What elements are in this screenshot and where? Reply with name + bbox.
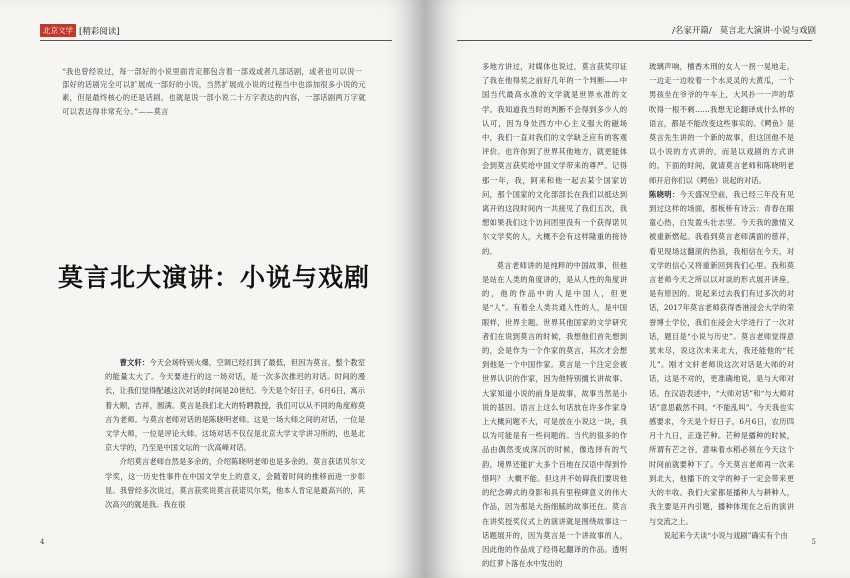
paragraph-text: 莫言老师讲的是纯粹的中国故事，但他是站在人类的角度讲的，是从人性的角度讲的，他的作品中的人是中国人，但更是“人”。有着全人类共通人性的人，是中国眼样，世界主题。世界其他国家的文学研究者们在说到莫言的时候，我想他们首先想到的，会是作为一个作家的莫言，其次才会想到他是一个中国作家。莫言是一个注定会被世界认识的作家，因为他特别擅长讲故事。大家知道小说的前身是故事，故事当然是小说的基因。语言上这么句话放在许多作家身上大概问题不大，可是放在小说这一块，我以为可能是有一些问题的。当代的很多的作品由偶然变成深沉的时候，像选择有的气韵，境界还能扩大多个百地在汉语中得到怜惜吗？ 大概不能。但这并不妨碍我们要说他的纪念碑式的身影和具有里程碑意义的伟大作品，因为那是大指细腻的故事还在。莫言在讲奖授奖仪式上的演讲就是围绕故事这一话题展开的，因为莫言是一个讲故事的人，因此他的作品成了经得起翻译的作品。透明的红萝卜落在水中发出的: [482, 260, 627, 569]
paragraph-text: 今天会场特别火爆，空调已经打到了最低，但因为莫言，整个教室的能量太大了。今天要进行的这一场对话，是一次多次推迟的对话。时间的漫长，让我们觉得配越这次对话的时间是20世纪。今天是个好日子，6月6日，寓示着大顺，吉祥，圆满。莫言是我们北大的特聘教授，我们可以从不同的角度称莫言为老师。与莫言老师对话的是陈晓明老师。这是一场大师之间的对话，一位是文学大师，一位是评论大师。这场对话不仅仅是北京大学文学讲习所的，也是北京大学的，乃至是中国文坛的一次高峰对话。: [105, 358, 365, 453]
section-label: /名家开篇/: [672, 26, 712, 36]
page-number: 4: [40, 538, 45, 546]
body-paragraph: [105, 356, 365, 455]
article-title: 莫言北大演讲：小说与戏剧: [58, 263, 371, 292]
right-body-column-1: [482, 60, 627, 569]
running-title: 莫言北大演讲·小说与戏剧: [719, 26, 816, 36]
left-running-header: [40, 24, 120, 37]
page-number: 5: [811, 538, 816, 546]
body-paragraph: [649, 60, 794, 188]
body-paragraph: [649, 529, 794, 543]
header-rule: [40, 40, 392, 41]
left-body-column: [105, 356, 365, 546]
speaker-name: 曹文轩：: [119, 358, 150, 367]
right-page: [425, 0, 850, 578]
paragraph-text: 玻璃声响，檀香木刑的女人一拐一晃地走，一边走一边咬着一个水灵灵的大黄瓜，一个男孩坐在爷爷的牛车上，大风扑一一声的草吹得一根不剩……我想无论翻译成什么样的语言，都是不能改变这些事实的。《鳄鱼》是莫言先生讲的一个新的故事，但这回他不是以小说的方式讲的，而是以戏剧的方式讲的。下面的时间，就请莫言老师和陈晓明老师开启你们以《鳄鱼》说起的对话。: [649, 62, 794, 185]
body-paragraph: [482, 259, 627, 571]
magazine-brand-logo: 北京文学: [40, 24, 76, 37]
paragraph-text: 说起来今天谈“小说与戏剧”确实有个由: [663, 530, 788, 540]
section-label: [精彩阅读]: [79, 26, 120, 37]
paragraph-text: 今天盛况空前，我已经三年没有见到过这样的场面，那板桥有诗云：青春在眼童心热，白发盈头壮志坚。今天我的激情又被重新燃起。我看到莫言老师满面的慈祥，看见现场这翻滚的热浪，我相信在今天，对文学的信心又将重新回到我们心里。我和莫言老师今天之所以以对谈的形式展开讲座，是有原因的。说起来过去我们有过多次的对话，2017年莫言老师获得香港浸会大学的荣誉博士学位，我们在浸会大学进行了一次对话，题目是“小说与历史”。莫言老师觉得意犹未尽，说这次未来北大，我还能他的“托儿”。刚才文轩老师说这次对话是大师的对话，这是不对的，更准确地说，是与大师对话。在汉语表述中，“大师对话”和“与大师对话”意思截然不同。“不能乱叫”。今天我也实感要求，今天是个好日子，6月6日，农历四月十九日，正逢芒种。芒种是播种的时候，所谓有芒之谷，意味着水稻必须在今天这个时间前就要种下了。今天莫言老师再一次来到北大，他播下的文学的种子一定会带来更大的丰收。我们大家都是播种人与耕种人，我主要是开内引题，播种体现在之后的演讲与交流之上。: [649, 189, 795, 526]
epigraph-quote: “我也曾经说过，每一部好的小说里面肯定都包含着一部戏或者几部话剧，或者也可以说一部好的话剧完全可以扩展成一部好的小说，当然扩展成小说的过程当中也添加很多小说的元素，但是最终核心的还是话剧。也就是说一部小说二十万字表达的内容，一部话剧两万字就可以表达得非常充分。”——莫言: [62, 67, 366, 116]
right-running-header: [672, 24, 816, 36]
right-body-column-2: [649, 60, 794, 550]
speaker-name: 陈晓明：: [649, 189, 680, 199]
body-paragraph: [105, 455, 365, 512]
body-paragraph: [482, 60, 627, 259]
body-paragraph: [649, 188, 794, 529]
header-rule: [457, 40, 812, 41]
paragraph-text: 多地方讲过，对媒体也说过，莫言获奖印证了我在他得奖之前好几年的一个判断——中国当代最高水准的文学就是世界水准的文学。我知道我当时的判断不会得到多少人的认可，因为身处西方中心主义强大的磁场中，我们一直对我们的文学缺乏应有的客观评价。也许你到了世界其他地方，就更能体会到莫言获奖给中国文学带来的尊严。记得那一年，我，阿来和他一起去某个国家访问，那个国家的文化部部长在我们以抵达到离开的这段时间内一共接见了我们五次，我想如果我们这个访问团里没有一个获得诺贝尔文学奖的人，大概不会有这样隆重的接待的。: [482, 62, 627, 256]
paragraph-text: 介绍莫言老师自然是多余的，介绍陈晓明老师也是多余的。莫言获诺贝尔文学奖，这一历史性事件在中国文学史上的意义，会随着时间的推移而进一步彰显。我曾经多次说过，莫言获奖说莫言获诺贝尔奖，他本人肯定是最高兴的，其次高兴的就是我。我在很: [105, 457, 365, 510]
